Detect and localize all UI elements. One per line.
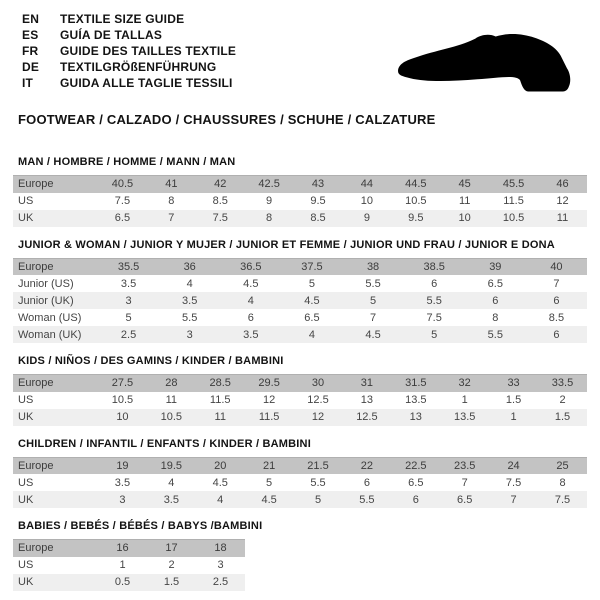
size-cell: 8.5 (548, 311, 565, 324)
size-cell: 10.5 (160, 411, 183, 423)
size-cell: 2 (559, 394, 566, 406)
table-title: MAN / HOMBRE / HOMME / MANN / MAN (18, 156, 236, 168)
size-cell: 44 (360, 178, 374, 191)
size-cell: 7 (510, 493, 517, 506)
size-cell: 12 (311, 411, 325, 423)
row-label-cell: Woman (UK) (18, 328, 82, 341)
size-cell: 9 (266, 195, 273, 207)
size-cell: 41 (165, 178, 178, 191)
size-cell: 11.5 (258, 411, 280, 423)
size-cell: 23.5 (453, 459, 476, 472)
size-cell: 32 (458, 377, 471, 390)
language-label: GUIDE DES TAILLES TEXTILE (60, 44, 237, 58)
size-cell: 27.5 (111, 377, 134, 390)
size-cell: 22.5 (405, 459, 427, 472)
size-cell: 10 (360, 195, 374, 207)
size-cell: 19 (116, 459, 129, 472)
size-cell: 10 (458, 212, 471, 224)
table-row (13, 210, 587, 227)
size-cell: 8 (168, 195, 175, 207)
row-label-cell: US (18, 559, 34, 571)
size-cell: 7 (370, 311, 377, 324)
table-row (13, 392, 587, 409)
size-cell: 21 (262, 459, 276, 472)
size-cell: 8.5 (310, 212, 326, 224)
row-label-cell: US (18, 394, 34, 406)
table-row (13, 557, 245, 574)
size-table (13, 258, 587, 344)
table-title: KIDS / NIÑOS / DES GAMINS / KINDER / BAMBINI (18, 355, 284, 367)
row-label-cell: UK (18, 493, 34, 506)
size-cell: 11 (458, 195, 471, 207)
language-code: DE (22, 60, 40, 74)
size-cell: 5 (370, 294, 377, 307)
size-cell: 8 (559, 476, 566, 489)
size-cell: 2.5 (120, 328, 137, 341)
size-cell: 3 (119, 493, 126, 506)
row-label-cell: Europe (18, 459, 54, 472)
size-cell: 24 (507, 459, 520, 472)
language-code: ES (22, 28, 39, 42)
size-cell: 5.5 (182, 311, 198, 324)
row-label-cell: US (18, 476, 34, 489)
category-title: FOOTWEAR / CALZADO / CHAUSSURES / SCHUHE / CALZATURE (18, 112, 436, 127)
size-cell: 46 (556, 178, 569, 191)
size-cell: 36.5 (240, 260, 262, 273)
size-cell: 11 (556, 212, 569, 224)
size-cell: 8 (266, 212, 273, 224)
table-title: JUNIOR & WOMAN / JUNIOR Y MUJER / JUNIOR ET FEMME / JUNIOR UND FRAU / JUNIOR E DONA (18, 238, 555, 251)
size-cell: 9 (363, 212, 370, 224)
table-row (13, 176, 587, 193)
size-cell: 5 (308, 277, 315, 290)
size-cell: 43 (311, 178, 325, 191)
table-row (13, 375, 587, 392)
size-cell: 6.5 (304, 311, 320, 324)
size-cell: 3 (217, 559, 224, 571)
size-cell: 11.5 (503, 195, 524, 207)
size-cell: 5 (125, 311, 132, 324)
size-cell: 3 (125, 294, 132, 307)
shoe-icon (396, 33, 574, 93)
size-cell: 6 (247, 311, 254, 324)
language-label: GUÍA DE TALLAS (60, 28, 163, 42)
size-cell: 11 (165, 394, 178, 406)
size-cell: 7.5 (114, 195, 131, 207)
size-cell: 3.5 (120, 277, 137, 290)
table-row (13, 275, 587, 292)
size-cell: 25 (556, 459, 569, 472)
size-cell: 4.5 (304, 294, 320, 307)
row-label-cell: Junior (UK) (18, 294, 74, 307)
size-cell: 6.5 (114, 212, 131, 224)
size-cell: 5.5 (359, 493, 375, 506)
size-table (13, 175, 587, 227)
size-cell: 38.5 (423, 260, 445, 273)
row-label-cell: US (18, 195, 34, 207)
language-code: EN (22, 12, 40, 26)
size-cell: 13 (360, 394, 374, 406)
size-cell: 12.5 (356, 411, 378, 423)
size-cell: 8.5 (212, 195, 228, 207)
size-cell: 4 (247, 294, 254, 307)
size-cell: 2.5 (212, 576, 229, 588)
table-row (13, 474, 587, 491)
size-cell: 17 (165, 542, 178, 555)
size-cell: 3.5 (243, 328, 259, 341)
size-cell: 7 (553, 277, 560, 290)
size-cell: 5 (314, 493, 322, 506)
size-cell: 6 (553, 294, 560, 307)
size-cell: 40 (550, 260, 563, 273)
size-cell: 11.5 (209, 394, 231, 406)
size-cell: 6.5 (487, 277, 503, 290)
size-cell: 4 (308, 328, 315, 341)
size-cell: 44.5 (405, 178, 427, 191)
table-row (13, 309, 587, 326)
table-row (13, 258, 587, 275)
size-cell: 7.5 (505, 476, 522, 489)
language-label: TEXTILE SIZE GUIDE (60, 12, 185, 26)
size-cell: 40.5 (111, 178, 134, 191)
size-cell: 6 (412, 493, 419, 506)
size-cell: 2 (168, 559, 175, 571)
size-cell: 5 (266, 476, 273, 489)
size-cell: 7 (461, 476, 468, 489)
size-cell: 6 (553, 328, 560, 341)
size-cell: 6.5 (408, 476, 424, 489)
row-label-cell: Europe (18, 178, 54, 191)
tables-container (13, 156, 587, 591)
size-cell: 18 (214, 542, 227, 555)
size-cell: 11 (214, 411, 226, 423)
size-cell: 1 (461, 394, 468, 406)
size-cell: 29.5 (258, 377, 280, 390)
row-label-cell: Europe (18, 377, 54, 390)
size-cell: 28.5 (209, 377, 231, 390)
size-cell: 19.5 (160, 459, 183, 472)
size-cell: 16 (116, 542, 129, 555)
table-row (13, 409, 587, 426)
size-cell: 6.5 (457, 493, 473, 506)
size-cell: 9.5 (310, 195, 326, 207)
size-cell: 5.5 (310, 476, 326, 489)
table-title: CHILDREN / INFANTIL / ENFANTS / KINDER / BAMBINI (18, 437, 311, 450)
size-cell: 4.5 (261, 493, 277, 506)
size-table (13, 457, 587, 509)
size-cell: 39 (489, 260, 502, 273)
size-cell: 45.5 (502, 178, 525, 191)
size-cell: 4 (186, 277, 193, 290)
row-label-cell: Europe (18, 260, 54, 273)
size-cell: 3.5 (163, 493, 179, 506)
size-cell: 28 (165, 377, 178, 390)
size-cell: 38 (366, 260, 380, 273)
table-row (13, 574, 245, 591)
size-cell: 5.5 (426, 294, 442, 307)
size-cell: 13.5 (453, 411, 476, 423)
size-cell: 1 (510, 411, 517, 423)
size-cell: 10.5 (111, 394, 134, 406)
size-cell: 12 (262, 394, 276, 406)
size-cell: 45 (458, 178, 471, 191)
language-label: GUIDA ALLE TAGLIE TESSILI (60, 76, 233, 90)
size-cell: 5.5 (365, 277, 381, 290)
table-row (13, 292, 587, 309)
row-label-cell: Europe (18, 542, 54, 555)
size-cell: 30 (311, 377, 325, 390)
size-cell: 8 (492, 311, 499, 324)
size-cell: 5.5 (487, 328, 503, 341)
size-cell: 21.5 (307, 459, 329, 472)
size-cell: 0.5 (114, 576, 131, 588)
size-cell: 10.5 (405, 195, 427, 207)
language-label: TEXTILGRÖßENFÜHRUNG (60, 60, 217, 74)
size-cell: 3.5 (182, 294, 198, 307)
size-cell: 42 (214, 178, 227, 191)
size-cell: 31.5 (405, 377, 427, 390)
size-cell: 1.5 (163, 576, 180, 588)
table-row (13, 193, 587, 210)
size-cell: 35.5 (117, 260, 140, 273)
size-cell: 7.5 (426, 311, 442, 324)
language-code: IT (22, 76, 34, 90)
size-cell: 5 (431, 328, 438, 341)
size-cell: 13 (409, 411, 422, 423)
row-label-cell: UK (18, 576, 34, 588)
size-cell: 4.5 (365, 328, 381, 341)
size-cell: 12.5 (307, 394, 329, 406)
size-cell: 13.5 (405, 394, 427, 406)
size-cell: 7.5 (554, 493, 571, 506)
size-cell: 42.5 (258, 178, 280, 191)
size-table (13, 374, 587, 426)
table-row (13, 457, 587, 474)
row-label-cell: UK (18, 411, 34, 423)
table-row (13, 540, 245, 557)
size-cell: 12 (556, 195, 569, 207)
size-cell: 6 (492, 294, 499, 307)
size-cell: 7.5 (212, 212, 228, 224)
size-cell: 33 (507, 377, 520, 390)
row-label-cell: Junior (US) (18, 277, 74, 290)
size-cell: 1.5 (505, 394, 522, 406)
size-table (13, 539, 245, 591)
size-cell: 31 (360, 377, 374, 390)
size-cell: 36 (183, 260, 196, 273)
row-label-cell: UK (18, 212, 34, 224)
size-cell: 6 (431, 277, 438, 290)
table-title: BABIES / BEBÉS / BÉBÉS / BABYS /BAMBINI (18, 520, 263, 532)
table-row (13, 326, 587, 343)
size-cell: 1 (119, 559, 126, 571)
size-cell: 3 (186, 328, 193, 341)
language-code: FR (22, 44, 39, 58)
size-cell: 4.5 (243, 277, 259, 290)
row-label-cell: Woman (US) (18, 311, 82, 324)
size-cell: 33.5 (551, 377, 574, 390)
size-cell: 7 (168, 212, 175, 224)
size-cell: 37.5 (301, 260, 323, 273)
table-row (13, 491, 587, 508)
size-cell: 9.5 (408, 212, 424, 224)
size-cell: 3.5 (114, 476, 131, 489)
size-cell: 10.5 (502, 212, 525, 224)
size-cell: 4 (217, 493, 224, 506)
size-cell: 22 (360, 459, 374, 472)
size-cell: 4 (168, 476, 175, 489)
size-cell: 4.5 (212, 476, 228, 489)
size-cell: 6 (363, 476, 370, 489)
size-cell: 1.5 (554, 411, 571, 423)
language-row-en (22, 11, 587, 27)
size-cell: 10 (116, 411, 129, 423)
size-cell: 20 (214, 459, 227, 472)
